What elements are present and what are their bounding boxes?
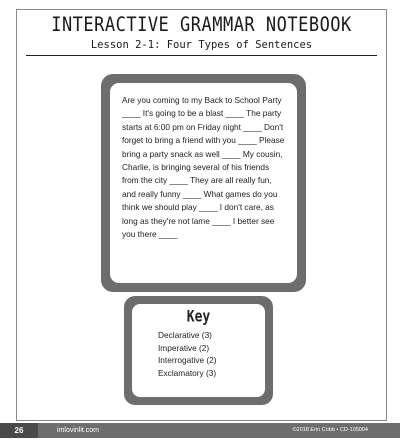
sentence-passage-frame bbox=[101, 74, 306, 292]
sentence-passage: Are you coming to my Back to School Party ____ It's going to be a blast ____ The party starts at 6:00 pm on Friday night ____ Don't forget to bring a friend with you ____ Please bring a party snack as well ____ My cousin, Charlie, is bringing several of his friends from the city ____ They are all really fun, and really funny ____ What games do you think we should play ____ I don't care, as long as they're not lame ____ I better see you there ____ bbox=[110, 83, 297, 283]
title-divider bbox=[26, 55, 377, 56]
notebook-page bbox=[16, 9, 387, 421]
footer-website: imlovinlit.com bbox=[57, 427, 100, 434]
footer-copyright: ©2018 Erin Cobb • CD-105004 bbox=[292, 427, 368, 433]
page-subtitle: Lesson 2-1: Four Types of Sentences bbox=[90, 39, 313, 51]
key-frame bbox=[124, 296, 273, 405]
key-item-declarative: Declarative (3) bbox=[158, 330, 212, 340]
page-title: INTERACTIVE GRAMMAR NOTEBOOK bbox=[51, 13, 352, 37]
key-item-imperative: Imperative (2) bbox=[158, 342, 210, 353]
key-list bbox=[158, 329, 265, 379]
key-item-interrogative: Interrogative (2) bbox=[158, 355, 217, 366]
key-title: Key bbox=[186, 308, 211, 327]
page-footer bbox=[0, 423, 400, 438]
key-card bbox=[132, 304, 265, 397]
key-item-exclamatory: Exclamatory (3) bbox=[158, 367, 217, 378]
page-number: 26 bbox=[0, 423, 38, 438]
